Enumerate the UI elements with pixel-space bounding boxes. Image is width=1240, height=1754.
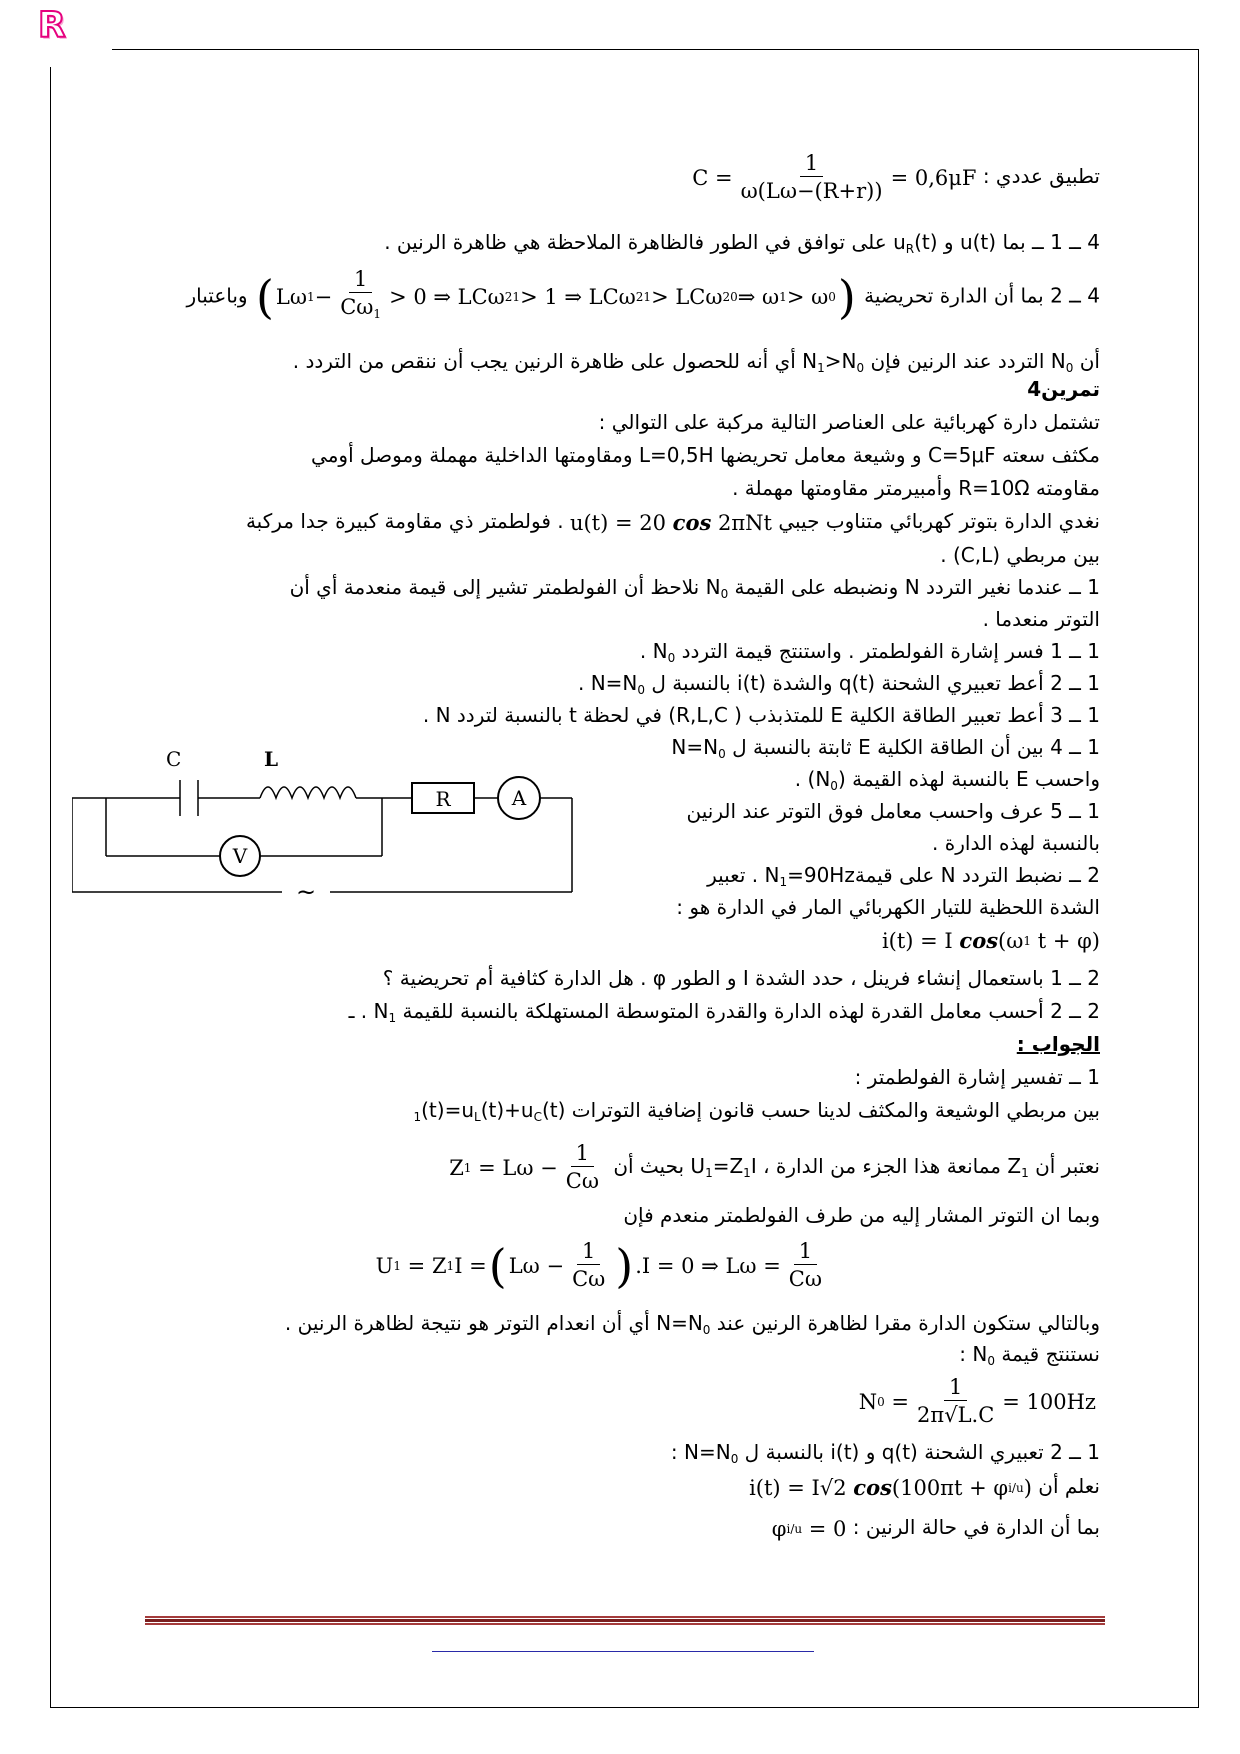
eq-lhs: C = — [692, 165, 733, 190]
text-segment: نعتبر أن Z — [1007, 1154, 1100, 1178]
u-of-t: u(t) — [959, 230, 997, 254]
eq-part: U — [375, 1253, 394, 1278]
eq-part: .I = 0 ⇒ Lω = — [635, 1253, 781, 1278]
text-segment: بما أن الدارة في حالة الرنين : — [852, 1515, 1100, 1539]
question-1-1 — [640, 637, 1100, 672]
cos-function: cos — [853, 1474, 892, 1500]
ur-subscript: R — [905, 242, 915, 256]
eq-part: Z — [449, 1155, 464, 1180]
question-1-3: 1 ــ 3 أعط تعبير الطاقة الكلية E للمتذبذب ( R,L,C) في لحظة t بالنسبة لتردد N . — [422, 703, 1100, 727]
question-1-4-cont — [795, 765, 1100, 800]
eq-part: t + φ) — [1037, 928, 1100, 953]
ur-tail: (t) — [914, 230, 938, 254]
phase-at-resonance-line — [772, 1513, 1100, 1543]
text-segment: نغدي الدارة بتوتر كهربائي متناوب جيبي — [778, 509, 1100, 533]
page-border-left — [50, 67, 51, 1708]
eq-part: (t) — [541, 1098, 566, 1122]
exercise-components: مكثف سعته C=5μF و وشيعة معامل تحريضها L=0,5H ومقاومتها الداخلية مهملة وموصل أومي — [311, 443, 1100, 467]
resistor-label: R — [435, 787, 451, 811]
subscript: 1 — [743, 1166, 751, 1180]
eq-rhs: = 0,6μF — [890, 165, 977, 190]
inequality-equation — [254, 266, 858, 328]
ur-symbol: u — [893, 230, 906, 254]
subscript: 0 — [1065, 361, 1074, 375]
n1-gt-n0 — [802, 349, 864, 373]
current-expression — [882, 925, 1100, 955]
subscript: 1 — [1023, 933, 1032, 948]
subscript: 0 — [856, 361, 865, 375]
voltage-sum — [413, 1098, 565, 1122]
question-2 — [707, 861, 1100, 896]
question-1 — [290, 573, 1100, 608]
fraction — [736, 150, 888, 205]
answer-title: الجواب : — [1016, 1032, 1100, 1056]
footer-link-line — [432, 1651, 814, 1652]
text-segment: =90Hz . تعبير — [707, 863, 855, 887]
impedance-equation — [449, 1140, 607, 1195]
subscript: 1 — [705, 1166, 713, 1180]
subscript: 0 — [828, 290, 836, 304]
text-segment: . فولطمتر ذي مقاومة كبيرة جدا مركبة — [245, 509, 564, 533]
question-1-2 — [578, 669, 1100, 704]
text-segment: 1 ــ 2 تعبيري الشحنة q(t) و i(t) بالنسبة ل N=N — [684, 1440, 1100, 1464]
eq-part: ) — [1023, 1475, 1032, 1500]
eq-part: > ω — [786, 285, 829, 309]
answer-4-2-line — [187, 266, 1101, 328]
logo: R — [38, 5, 66, 46]
voltage-addition-line — [413, 1096, 1100, 1131]
subscript: 1 — [306, 290, 315, 304]
page-border-right — [1198, 49, 1199, 1708]
footer-decorative-bar — [145, 1616, 1105, 1625]
numeric-application-line — [692, 150, 1100, 205]
text-segment: ممانعة هذا الجزء من الدارة ، U — [690, 1154, 1002, 1178]
supply-voltage-equation — [570, 509, 772, 537]
capacitor-label: C — [166, 747, 182, 771]
answer-1-2-title — [671, 1438, 1100, 1473]
current-general-equation — [749, 1474, 1032, 1502]
eq-part: = 0 — [808, 1516, 847, 1541]
den-text: Cω — [340, 295, 374, 319]
text-segment: : — [959, 1342, 973, 1366]
denominator: ω(Lω−(R+r)) — [740, 179, 883, 203]
text-segment: أي أن انعدام التوتر هو نتيجة لظاهرة الرنين . — [284, 1311, 650, 1335]
subscript: 0 — [730, 290, 738, 304]
question-1-4 — [671, 733, 1100, 768]
zero-voltage-equation-line — [376, 1238, 830, 1293]
subscript: 1 — [373, 307, 382, 321]
eq-part: = — [891, 1389, 910, 1414]
eq-part: ⇒ ω — [737, 285, 780, 309]
eq-part: (ω — [998, 928, 1024, 953]
subscript: 1 — [1021, 1166, 1029, 1180]
fraction — [567, 1238, 610, 1293]
text-segment: 1 ــ 4 بين أن الطاقة الكلية E ثابتة بالنسبة ل N=N — [671, 735, 1100, 759]
text-segment: 1 ــ 2 أعط تعبيري الشحنة q(t) والشدة i(t) بالنسبة ل N=N — [590, 671, 1100, 695]
text-segment: 4 ــ 1 ــ بما — [1002, 230, 1100, 254]
denominator — [335, 293, 386, 328]
exercise-4-title: تمرين4 — [1027, 377, 1100, 401]
subscript: 0 — [702, 1323, 711, 1337]
text-segment: 1 ــ عندما نغير التردد N ونضبطه على القيمة N — [705, 575, 1100, 599]
n0-equation — [859, 1374, 1096, 1429]
text-segment: . — [639, 639, 653, 663]
exercise-intro: تشتمل دارة كهربائية على العناصر التالية مركبة على التوالي : — [598, 410, 1100, 434]
numerator: 1 — [577, 1238, 600, 1265]
subscript: 0 — [730, 1452, 739, 1466]
question-2-1: 2 ــ 1 باستعمال إنشاء فرينل ، حدد الشدة I و الطور φ . هل الدارة كثافية أم تحريضية ؟ — [382, 966, 1100, 990]
circuit-diagram — [72, 740, 582, 920]
text-segment: وبالتالي ستكون الدارة مقرا لظاهرة الرنين عند N=N — [656, 1311, 1100, 1335]
subscript: 1 — [393, 1258, 401, 1273]
text-segment: 2 ــ نضبط التردد N على قيمةN — [764, 863, 1100, 887]
eq-part: (t)=u — [421, 1098, 475, 1122]
subscript: 1 — [446, 1258, 455, 1273]
numerator: 1 — [800, 150, 823, 177]
eq-part: 2πNt — [717, 510, 772, 535]
text-segment: أن N — [1050, 349, 1100, 373]
eq-part: (t)+u — [480, 1098, 534, 1122]
fraction — [335, 266, 386, 328]
text-segment: =Z — [712, 1154, 744, 1178]
denominator: Cω — [788, 1267, 822, 1291]
text-segment: نستنتج قيمة N — [972, 1342, 1100, 1366]
text-segment: ) . — [794, 767, 816, 791]
text-segment: I بحيث أن — [613, 1154, 757, 1178]
left-paren: ( — [255, 270, 274, 324]
text-segment: بين مربطي الوشيعة والمكثف لدينا حسب قانون إضافية التوترات — [571, 1098, 1100, 1122]
numeric-application-label: تطبيق عددي : — [982, 164, 1100, 188]
right-paren: ) — [837, 270, 856, 324]
text-segment: : — [670, 1440, 684, 1464]
answer-1-1-title: 1 ــ تفسير إشارة الفولطمتر : — [854, 1065, 1100, 1089]
superscript: 2 — [504, 290, 513, 304]
denominator: Cω — [565, 1169, 599, 1193]
resonance-at-n0-line — [285, 1309, 1100, 1344]
text-segment: نلاحظ أن الفولطمتر تشير إلى قيمة منعدمة أي أن — [289, 575, 700, 599]
eq-part: > 0 ⇒ LCω — [389, 285, 505, 309]
superscript: 2 — [635, 290, 644, 304]
numerator: 1 — [571, 1140, 594, 1167]
eq-part: = 100Hz — [1002, 1389, 1096, 1414]
subscript: 1 — [779, 290, 787, 304]
impedance-line — [449, 1140, 1100, 1195]
symbol: >N — [824, 349, 857, 373]
eq-part: u(t) = 20 — [569, 510, 666, 535]
subscript: 1 — [779, 875, 788, 889]
superscript: 2 — [722, 290, 731, 304]
eq-part: Lω − — [508, 1253, 565, 1278]
question-1-cont: التوتر منعدما . — [982, 607, 1100, 631]
subscript: 1 — [512, 290, 521, 304]
eq-part: Lω — [275, 285, 307, 309]
subscript: 0 — [987, 1354, 995, 1368]
page-border-bottom — [50, 1707, 1199, 1708]
exercise-components-cont: مقاومته R=10Ω وأمبيرمتر مقاومتها مهملة . — [732, 476, 1100, 500]
text-segment: 2 ــ 2 أحسب معامل القدرة لهذه الدارة والقدرة المتوسطة المستهلكة بالنسبة للقيمة N — [373, 999, 1100, 1023]
current-equation — [882, 927, 1100, 955]
voltmeter-zero-line: وبما ان التوتر المشار إليه من طرف الفولطمتر منعدم فإن — [623, 1203, 1100, 1227]
subscript: 1 — [817, 361, 825, 375]
subscript: 1 — [463, 1160, 472, 1175]
header-rule — [112, 49, 1199, 50]
exercise-supply-line — [246, 507, 1100, 537]
right-paren: ) — [615, 1238, 634, 1293]
subscript: 0 — [637, 683, 646, 697]
question-1-5-cont: بالنسبة لهذه الدارة . — [932, 831, 1100, 855]
eq-part: i(t) = I√2 — [749, 1475, 847, 1500]
subscript: 0 — [718, 747, 726, 761]
subscript: L — [474, 1110, 481, 1124]
eq-part: > LCω — [651, 285, 723, 309]
fraction — [784, 1238, 827, 1293]
subscript: 0 — [830, 779, 838, 793]
subscript: i/u — [786, 1521, 803, 1536]
subscript: 1 — [413, 1110, 422, 1124]
ammeter-label: A — [511, 786, 527, 810]
capacitance-equation — [692, 150, 976, 205]
eq-part: > 1 ⇒ LCω — [520, 285, 636, 309]
voltmeter-label: V — [232, 844, 248, 868]
text-segment: . — [577, 671, 591, 695]
subscript: 0 — [720, 587, 729, 601]
numerator: 1 — [794, 1238, 817, 1265]
eq-part: = Z — [407, 1253, 447, 1278]
inductor-coil-icon — [260, 787, 356, 798]
text-segment: وباعتبار — [186, 283, 248, 308]
eq-part: (100πt + φ — [891, 1475, 1009, 1500]
text-segment: التردد عند الرنين فإن — [870, 349, 1045, 373]
text-segment: أي أنه للحصول على ظاهرة الرنين يجب أن ننقص من التردد . — [292, 349, 796, 373]
cos-function: cos — [959, 927, 999, 953]
eq-part: i(t) = I — [881, 928, 953, 953]
eq-part: − — [314, 285, 333, 309]
subscript: C — [533, 1110, 542, 1124]
eq-part: N — [858, 1389, 878, 1414]
current-general-expression-line — [749, 1472, 1100, 1502]
question-2-cont: الشدة اللحظية للتيار الكهربائي المار في الدارة هو : — [676, 895, 1100, 919]
fraction — [912, 1374, 999, 1429]
text-segment: واحسب E بالنسبة لهذه القيمة (N — [815, 767, 1100, 791]
exercise-voltmeter-position: بين مربطي (C,L) . — [940, 543, 1100, 567]
subscript: 0 — [667, 651, 676, 665]
subscript: 1 — [388, 1011, 397, 1025]
subscript: 0 — [877, 1394, 885, 1409]
question-1-5: 1 ــ 5 عرف واحسب معامل فوق التوتر عند الرنين — [686, 799, 1100, 823]
numerator: 1 — [349, 266, 372, 293]
text-segment: . ـ — [348, 999, 374, 1023]
subscript: 1 — [643, 290, 652, 304]
text-segment: 4 ــ 2 بما أن الدارة تحريضية — [864, 283, 1100, 308]
deduce-n0-line — [959, 1340, 1100, 1375]
eq-part: = Lω − — [478, 1155, 558, 1180]
denominator: 2π√L.C — [917, 1403, 995, 1427]
text-segment: و — [943, 230, 954, 254]
subscript: i/u — [1008, 1480, 1024, 1495]
question-2-2 — [349, 997, 1100, 1032]
answer-4-1-line — [384, 228, 1100, 263]
inductor-label: L — [264, 747, 279, 771]
text-segment: على توافق في الطور فالظاهرة الملاحظة هي ظاهرة الرنين . — [384, 230, 887, 254]
zero-voltage-equation — [376, 1238, 830, 1293]
resonance-conclusion-line — [293, 347, 1100, 382]
ur-of-t — [893, 230, 937, 254]
numerator: 1 — [944, 1374, 967, 1401]
fraction — [561, 1140, 604, 1195]
left-paren: ( — [488, 1238, 507, 1293]
denominator: Cω — [572, 1267, 606, 1291]
text-segment: نعلم أن — [1038, 1474, 1100, 1498]
phase-equation — [772, 1515, 847, 1543]
eq-part: I = — [454, 1253, 487, 1278]
text-segment: 1 ــ 1 فسر إشارة الفولطمتر . واستنتج قيمة التردد N — [652, 639, 1100, 663]
eq-part: φ — [771, 1516, 787, 1541]
ac-source-icon: ~ — [295, 878, 317, 906]
n0-equation-line — [859, 1374, 1096, 1429]
symbol: N — [802, 349, 818, 373]
cos-function: cos — [672, 509, 712, 535]
